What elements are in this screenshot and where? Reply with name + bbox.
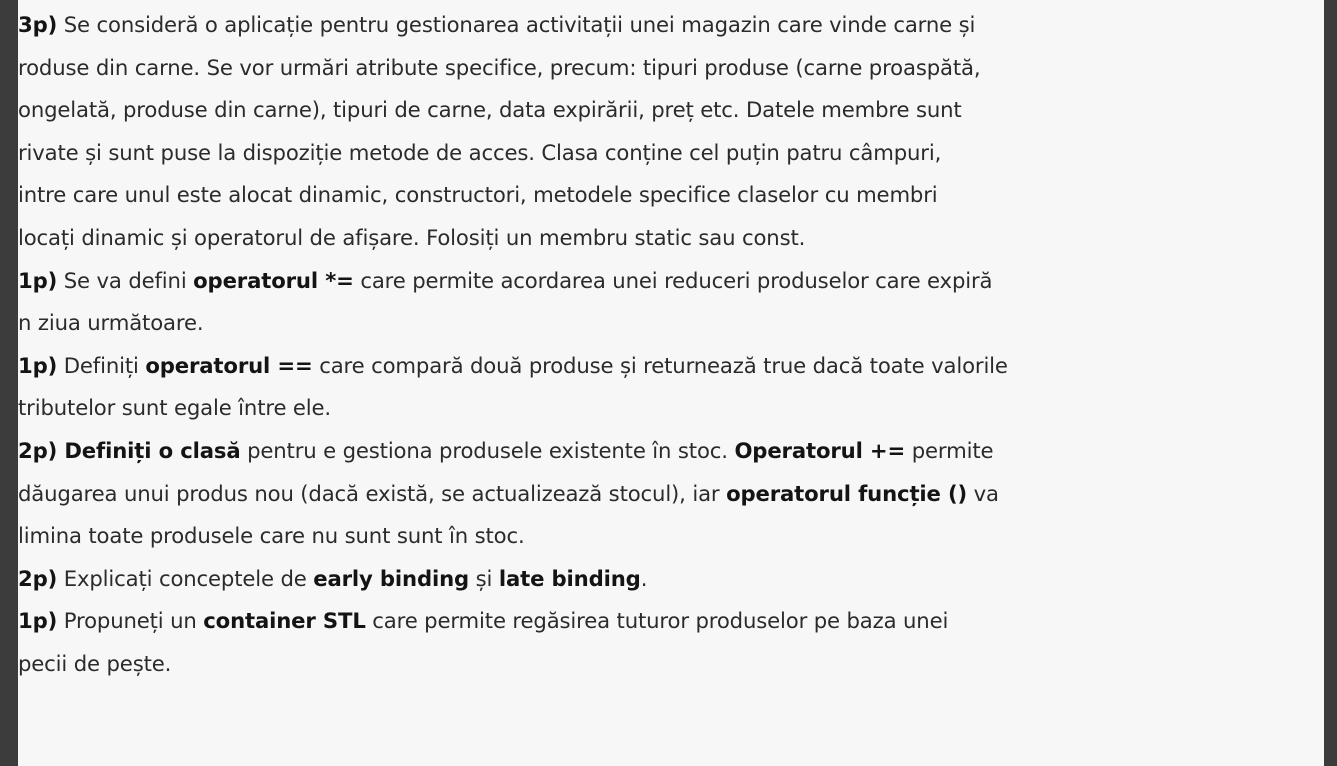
text-line xyxy=(18,47,1324,90)
text-segment: care permite acordarea unei reduceri produselor care expiră xyxy=(353,267,993,293)
bold-text: operatorul funcție () xyxy=(726,480,968,506)
text-segment: ongelată, produse din carne), tipuri de carne, data expirării, preț etc. Datele membre sunt xyxy=(18,97,962,123)
text-segment: pecii de pește. xyxy=(18,650,172,676)
text-line xyxy=(18,345,1324,388)
text-line xyxy=(18,643,1324,686)
bold-text: container STL xyxy=(203,608,366,634)
text-line xyxy=(18,217,1324,260)
text-line xyxy=(18,4,1324,47)
bold-text: 1p) xyxy=(18,267,58,293)
text-segment: care permite regăsirea tuturor produselor pe baza unei xyxy=(365,608,949,634)
text-segment: n ziua următoare. xyxy=(18,310,204,336)
text-segment: care compară două produse și returnează true dacă toate valorile xyxy=(312,352,1008,378)
text-line xyxy=(18,473,1324,516)
text-segment: Definiți xyxy=(57,352,146,378)
bold-text: 1p) xyxy=(18,608,58,634)
text-segment: dăugarea unui produs nou (dacă există, se actualizează stocul), iar xyxy=(18,480,727,506)
exam-text-lines xyxy=(18,4,1324,686)
text-line xyxy=(18,515,1324,558)
bold-text: 2p) xyxy=(18,565,58,591)
text-segment: Propuneți un xyxy=(57,608,204,634)
text-segment: locați dinamic și operatorul de afișare. Folosiți un membru static sau const. xyxy=(18,224,806,250)
text-line xyxy=(18,174,1324,217)
text-segment: și xyxy=(469,565,499,591)
text-segment: rivate și sunt puse la dispoziție metode de acces. Clasa conține cel puțin patru câmpuri, xyxy=(18,139,942,165)
exam-text-image xyxy=(18,0,1324,766)
text-segment: va xyxy=(967,480,999,506)
bold-text: 1p) xyxy=(18,352,58,378)
text-segment: limina toate produsele care nu sunt sunt în stoc. xyxy=(18,523,525,549)
bold-text: late binding xyxy=(498,565,641,591)
text-segment: tributelor sunt egale între ele. xyxy=(18,395,332,421)
bold-text: 2p) Definiți o clasă xyxy=(18,437,241,463)
text-line xyxy=(18,430,1324,473)
text-line xyxy=(18,558,1324,601)
bold-text: early binding xyxy=(313,565,470,591)
bold-text: 3p) xyxy=(18,12,58,37)
text-line xyxy=(18,260,1324,303)
text-segment: Se va defini xyxy=(57,267,194,293)
text-line xyxy=(18,302,1324,345)
text-segment: pentru e gestiona produsele existente în stoc. xyxy=(240,437,735,463)
text-line xyxy=(18,387,1324,430)
bold-text: operatorul *= xyxy=(193,267,354,293)
bold-text: Operatorul += xyxy=(734,437,906,463)
text-line xyxy=(18,600,1324,643)
text-segment: . xyxy=(640,565,648,591)
text-segment: intre care unul este alocat dinamic, constructori, metodele specifice claselor cu membri xyxy=(18,182,938,208)
text-segment: Se consideră o aplicație pentru gestionarea activitații unei magazin care vinde carne și xyxy=(57,12,976,37)
text-segment: permite xyxy=(905,437,994,463)
text-line xyxy=(18,89,1324,132)
text-segment: roduse din carne. Se vor urmări atribute specifice, precum: tipuri produse (carne proaspătă, xyxy=(18,54,981,80)
text-line xyxy=(18,132,1324,175)
bold-text: operatorul == xyxy=(145,352,313,378)
text-segment: Explicați conceptele de xyxy=(57,565,314,591)
